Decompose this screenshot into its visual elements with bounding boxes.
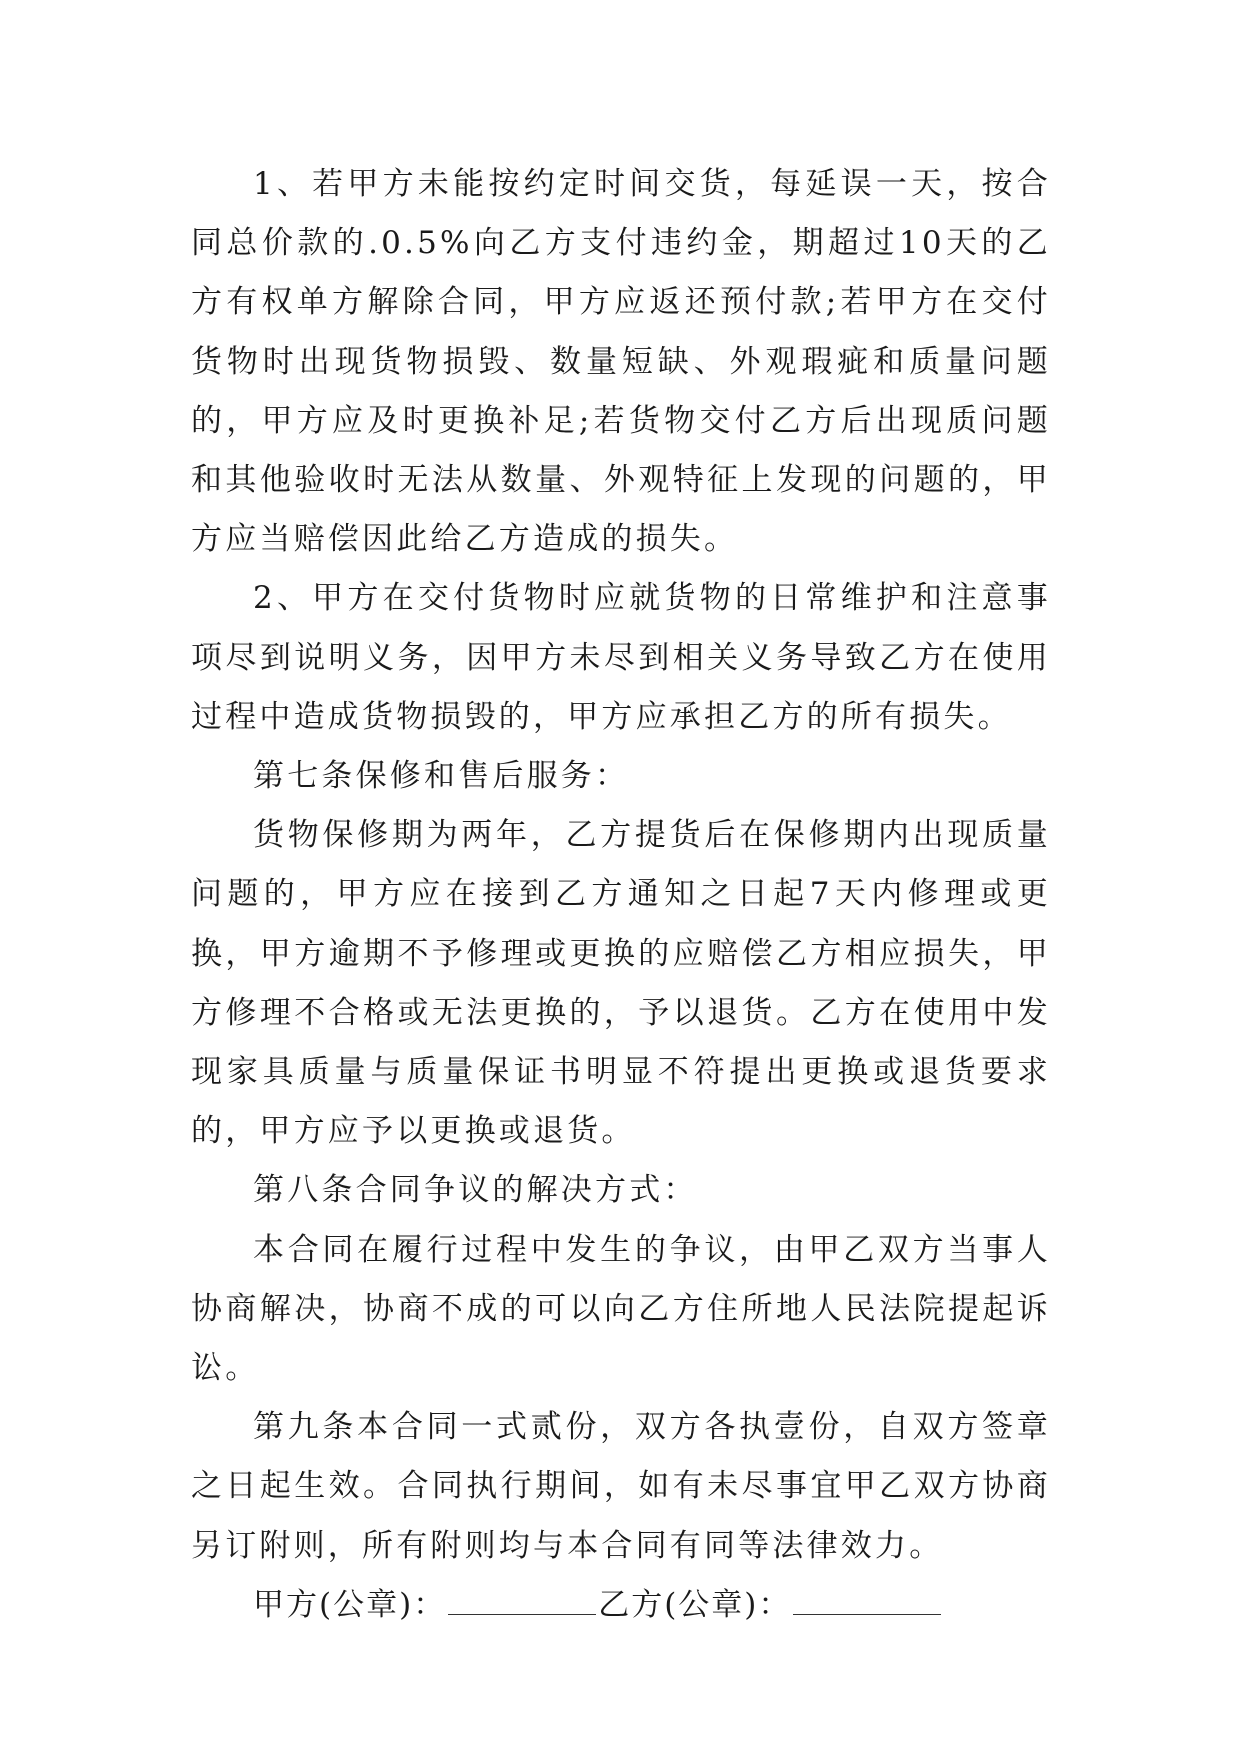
article-9-clause: 第九条本合同一式贰份，双方各执壹份，自双方签章之日起生效。合同执行期间，如有未尽事宜甲乙双方协商另订附则，所有附则均与本合同有同等法律效力。: [191, 1409, 1051, 1564]
party-a-seal-blank: [448, 1592, 596, 1615]
signature-line: [191, 1576, 1051, 1635]
clause-explanation-duty: 2、甲方在交付货物时应就货物的日常维护和注意事项尽到说明义务，因甲方未尽到相关义务导致乙方在使用过程中造成货物损毁的，甲方应承担乙方的所有损失。: [191, 580, 1051, 735]
article-7-heading: 第七条保修和售后服务：: [253, 758, 630, 795]
party-a-seal-label: 甲方(公章)：: [253, 1586, 447, 1623]
party-b-seal-label: 乙方(公章)：: [598, 1586, 792, 1623]
party-b-seal-blank: [793, 1592, 941, 1615]
article-8-heading: 第八条合同争议的解决方式：: [253, 1172, 698, 1209]
clause-penalty-delay: 1、若甲方未能按约定时间交货，每延误一天，按合同总价款的.0.5%向乙方支付违约金，期超过10天的乙方有权单方解除合同，甲方应返还预付款;若甲方在交付货物时出现货物损毁、数量短缺、外观瑕疵和质量问题的，甲方应及时更换补足;若货物交付乙方后出现质问题和其他验收时无法从数量、外观特征上发现的问题的，甲方应当赔偿因此给乙方造成的损失。: [191, 166, 1051, 558]
clause-warranty: 货物保修期为两年，乙方提货后在保修期内出现质量问题的，甲方应在接到乙方通知之日起7天内修理或更换，甲方逾期不予修理或更换的应赔偿乙方相应损失，甲方修理不合格或无法更换的，予以退货。乙方在使用中发现家具质量与质量保证书明显不符提出更换或退货要求的，甲方应予以更换或退货。: [191, 817, 1051, 1150]
clause-dispute-resolution: 本合同在履行过程中发生的争议，由甲乙双方当事人协商解决，协商不成的可以向乙方住所地人民法院提起诉讼。: [191, 1231, 1051, 1387]
document-body: [191, 155, 1051, 1635]
